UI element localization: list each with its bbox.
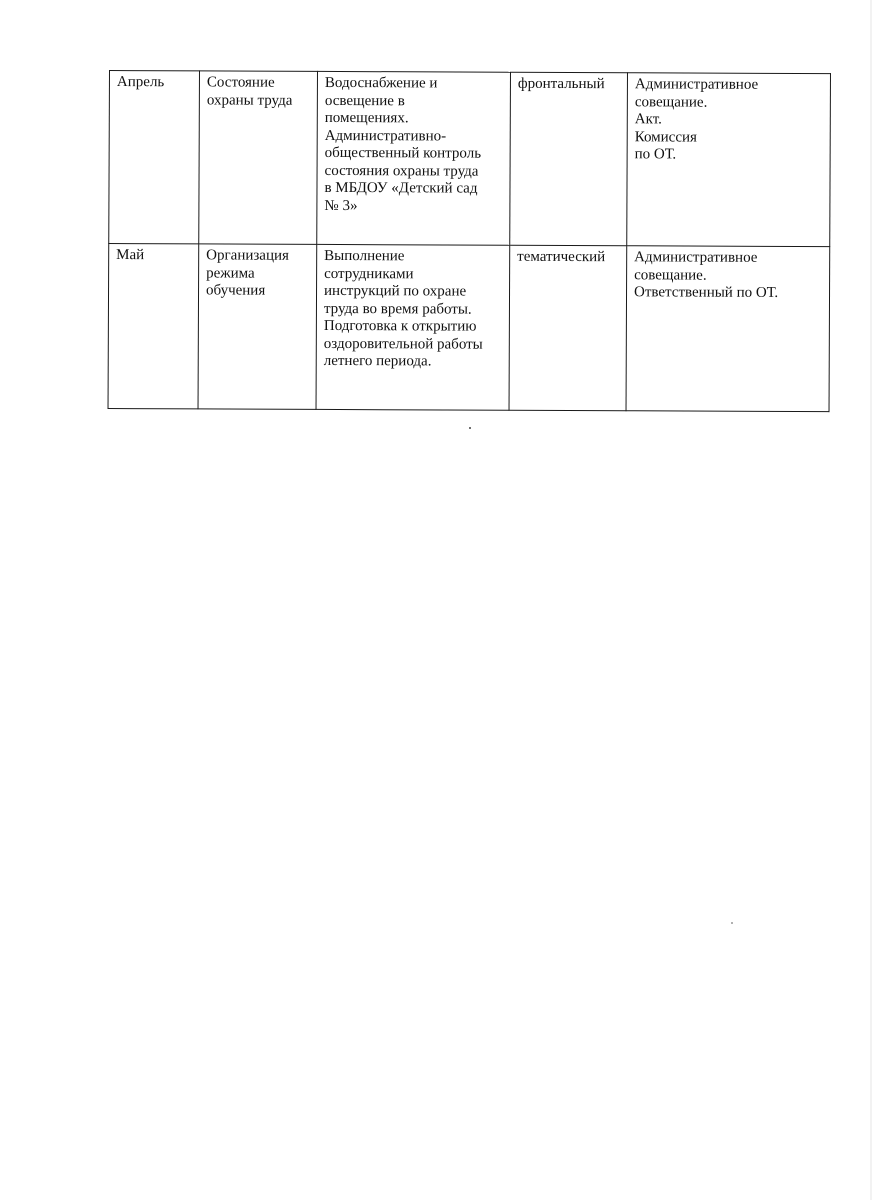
scan-speck <box>731 922 733 924</box>
topic-line: обучения <box>206 282 266 299</box>
control-kind-text: фронтальный <box>517 75 605 93</box>
content-line: Административно- <box>324 127 447 144</box>
scan-speck <box>469 427 471 429</box>
result-line: Административное <box>634 249 758 266</box>
content-line: в МБДОУ «Детский сад <box>324 179 478 197</box>
topic-line: Состояние <box>206 74 275 91</box>
cell-result <box>627 73 831 247</box>
cell-month <box>109 71 200 244</box>
result-line: Комиссия <box>634 128 697 146</box>
cell-topic <box>198 244 317 410</box>
content-line: освещение в <box>324 92 405 109</box>
topic-line: Организация <box>206 247 289 264</box>
result-line: по ОТ. <box>634 146 677 163</box>
month-text: Май <box>116 247 145 264</box>
content-line: состояния охраны труда <box>324 162 479 180</box>
content-line: Подготовка к открытию <box>323 317 477 335</box>
control-kind-text: тематический <box>517 248 606 266</box>
cell-month <box>108 244 199 409</box>
cell-result <box>626 246 830 412</box>
cell-topic <box>199 71 318 245</box>
topic-line: режима <box>206 264 255 282</box>
result-line: Акт. <box>634 111 662 128</box>
result-line: Административное <box>634 76 759 93</box>
labor-safety-control-table <box>108 70 831 412</box>
cell-content <box>316 244 510 410</box>
cell-control-kind <box>510 72 628 246</box>
cell-content <box>317 71 511 245</box>
table-row-may <box>108 244 830 412</box>
content-line: сотрудниками <box>324 265 414 282</box>
result-line: Ответственный по ОТ. <box>634 284 779 301</box>
result-line: совещание. <box>634 266 707 284</box>
content-line: труда во время работы. <box>323 300 472 318</box>
content-line: Водоснабжение и <box>324 74 438 92</box>
content-line: Выполнение <box>324 247 405 265</box>
table-row-april <box>109 71 831 247</box>
result-line: совещание. <box>634 93 708 111</box>
month-text: Апрель <box>116 74 165 91</box>
cell-control-kind <box>509 245 627 411</box>
content-line: летнего периода. <box>323 352 432 370</box>
content-line: оздоровительной работы <box>323 335 483 353</box>
topic-line: охраны труда <box>206 91 293 109</box>
content-line: № 3» <box>324 197 358 214</box>
content-line: инструкций по охране <box>324 282 467 300</box>
content-line: общественный контроль <box>324 144 482 162</box>
content-line: помещениях. <box>324 109 409 127</box>
